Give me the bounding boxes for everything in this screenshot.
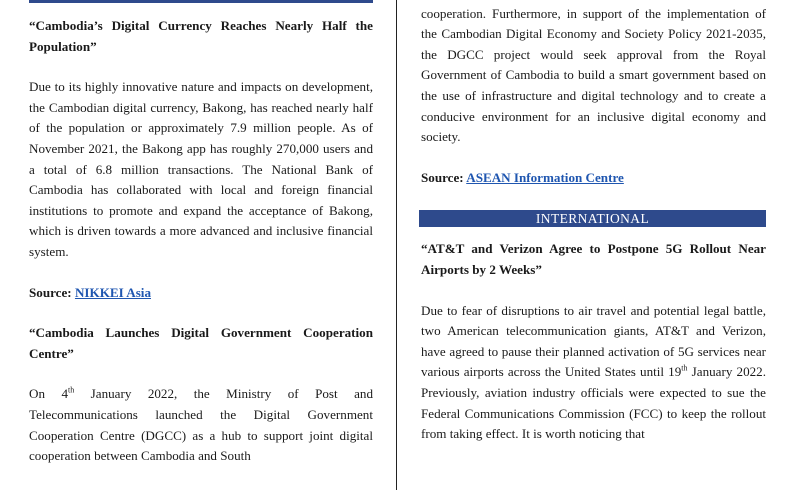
- source-label: Source:: [29, 284, 72, 300]
- top-accent-bar: [29, 0, 373, 3]
- ordinal-suffix: th: [68, 385, 75, 395]
- source-link[interactable]: NIKKEI Asia: [74, 284, 151, 300]
- source-label: Source:: [421, 169, 464, 185]
- body-text-part: January 2022. Previously, aviation industry officials were expected to sue the Federal Communications Commission (FCC) to keep the rollout from taking effect. It is worth noticing that: [421, 364, 766, 442]
- article-body-continued: cooperation. Furthermore, in support of the implementation of the Cambodian Digital Economy and Society Policy 2021-2035, the DGCC project would seek approval from the Royal Government of Cambodia to build a smart government based on the use of infrastructure and digital technology and to create a conducive environment for an inclusive digital economy and society.: [421, 5, 766, 145]
- source-line: [421, 168, 766, 189]
- column-divider: [396, 0, 397, 490]
- ordinal-suffix: th: [681, 363, 688, 373]
- section-header-international: INTERNATIONAL: [419, 210, 766, 227]
- article-body: Due to its highly innovative nature and impacts on development, the Cambodian digital currency, Bakong, has reached nearly half of the population or approximately 7.9 million people. As of November 2021, the Bakong app has roughly 270,000 users and a total of 6.8 million transactions. The National Bank of Cambodia has collaborated with local and foreign financial institutions to promote and expand the acceptance of Bakong, which is driven towards a more advanced and inclusive financial system.: [29, 79, 373, 259]
- article-body: [29, 384, 373, 466]
- source-line: [29, 283, 373, 304]
- body-text-part: January 2022, the Ministry of Post and Telecommunications launched the Digital Government Cooperation Centre (DGCC) as a hub to support joint digital cooperation between Cambodia and South: [29, 386, 373, 464]
- source-link[interactable]: ASEAN Information Centre: [466, 169, 624, 185]
- body-text-part: Due to fear of disruptions to air travel and potential legal battle, two American telecommunication giants, AT&T and Verizon, have agreed to pause their planned activation of 5G services near various airports across the United States until 19: [421, 302, 766, 380]
- right-column: [421, 0, 766, 445]
- body-text-part: On 4: [29, 386, 68, 402]
- left-column: [29, 0, 373, 467]
- article-headline: “Cambodia’s Digital Currency Reaches Nearly Half the Population”: [29, 18, 373, 54]
- article-headline: “AT&T and Verizon Agree to Postpone 5G Rollout Near Airports by 2 Weeks”: [421, 241, 766, 277]
- article-body: [421, 301, 766, 445]
- article-headline: “Cambodia Launches Digital Government Cooperation Centre”: [29, 325, 373, 361]
